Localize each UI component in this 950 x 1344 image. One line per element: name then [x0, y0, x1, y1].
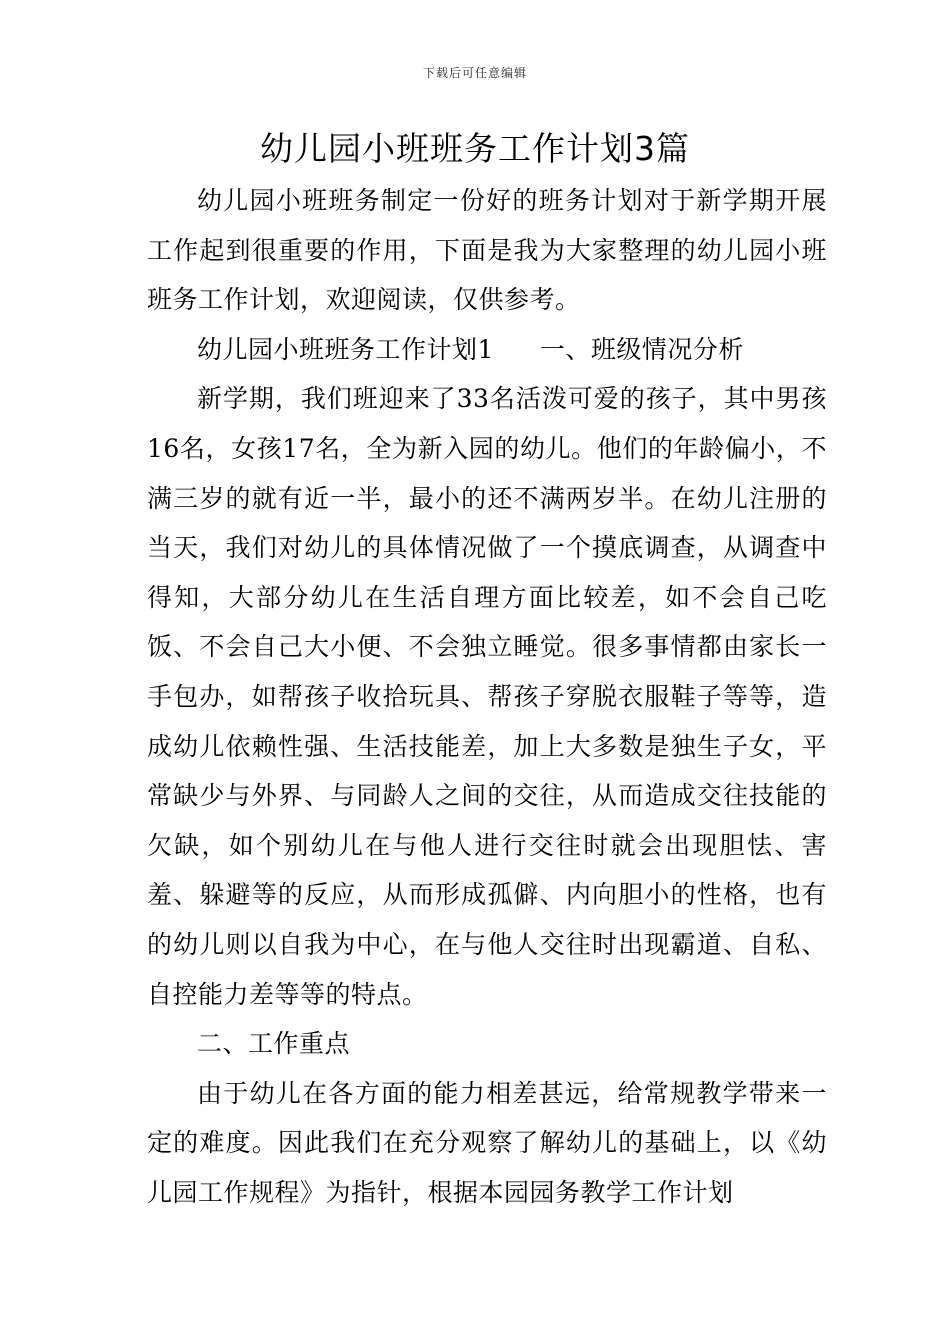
section2-paragraph: 由于幼儿在各方面的能力相差甚远，给常规教学带来一定的难度。因此我们在充分观察了解幼儿的基础上，以《幼儿园工作规程》为指针，根据本园园务教学工作计划	[147, 1078, 827, 1207]
document-body	[147, 176, 827, 1217]
document-title: 幼儿园小班班务工作计划3篇	[260, 129, 690, 168]
section2-heading: 二、工作重点	[197, 1029, 351, 1059]
section1-heading: 一、班级情况分析	[539, 334, 744, 364]
plan1-heading-line	[147, 325, 827, 375]
plan1-title: 幼儿园小班班务工作计划1	[197, 334, 494, 364]
header-note: 下载后可任意编辑	[422, 66, 527, 80]
intro-paragraph: 幼儿园小班班务制定一份好的班务计划对于新学期开展工作起到很重要的作用，下面是我为大家整理的幼儿园小班班务工作计划，欢迎阅读，仅供参考。	[147, 186, 827, 315]
section1-paragraph: 新学期，我们班迎来了33名活泼可爱的孩子，其中男孩16名，女孩17名，全为新入园的幼儿。他们的年龄偏小，不满三岁的就有近一半，最小的还不满两岁半。在幼儿注册的当天，我们对幼儿的具体情况做了一个摸底调查，从调查中得知，大部分幼儿在生活自理方面比较差，如不会自己吃饭、不会自己大小便、不会独立睡觉。很多事情都由家长一手包办，如帮孩子收拾玩具、帮孩子穿脱衣服鞋子等等，造成幼儿依赖性强、生活技能差，加上大多数是独生子女，平常缺少与外界、与同龄人之间的交往，从而造成交往技能的欠缺，如个别幼儿在与他人进行交往时就会出现胆怯、害羞、躲避等的反应，从而形成孤僻、内向胆小的性格，也有的幼儿则以自我为中心，在与他人交往时出现霸道、自私、自控能力差等等的特点。	[147, 384, 827, 1009]
